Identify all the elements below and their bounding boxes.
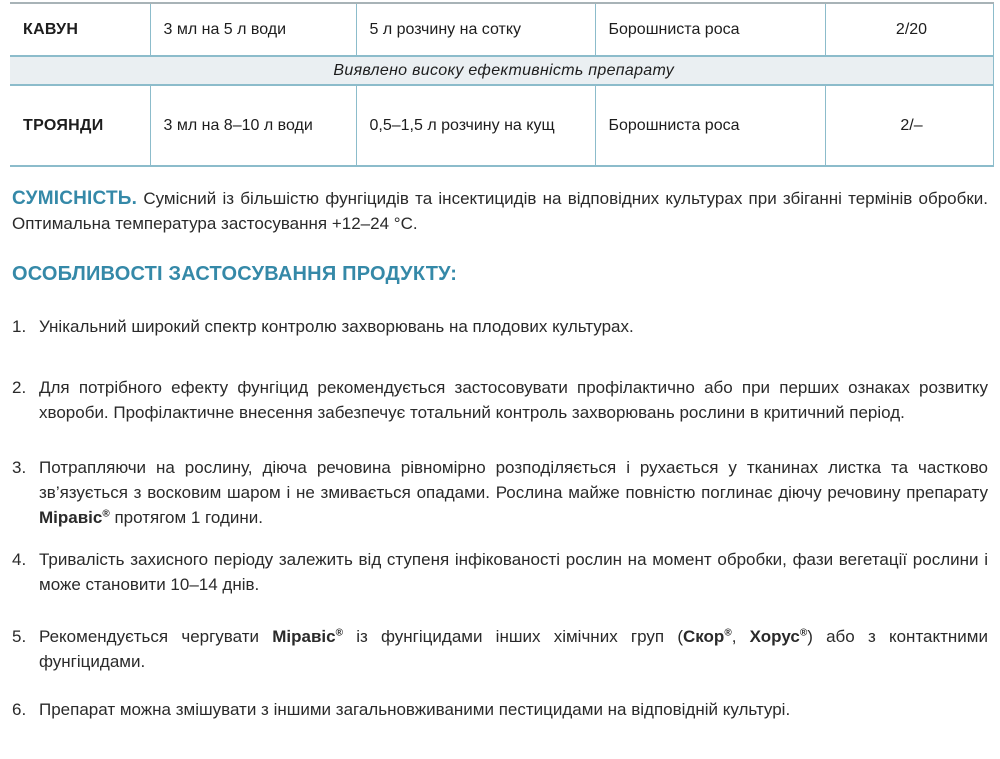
item-number: 6. (12, 700, 27, 719)
item-text: із фунгіцидами інших хімічних груп ( (342, 627, 683, 646)
registered-trademark-symbol: ® (799, 627, 808, 639)
item-text: Тривалість захисного періоду залежить від ступеня інфікованості рослин на момент обробки, фази вегетації рослини і може становити 10–14 днів. (39, 550, 988, 594)
solution-rate-cell: 5 л розчину на сотку (356, 3, 595, 56)
item-text: протягом 1 години. (109, 508, 263, 527)
list-item-3 (12, 455, 988, 530)
table-row-effectiveness-note (10, 56, 993, 85)
brand-name-miravis: Міравіс (272, 627, 336, 646)
effectiveness-note-cell: Виявлено високу ефективність препарату (10, 56, 993, 85)
item-number: 3. (12, 458, 27, 477)
compatibility-text: Сумісний із більшістю фунгіцидів та інсектицидів на відповідних культурах при збіганні термінів обробки. Оптимальна температура застосування +12–24 °С. (12, 189, 988, 233)
features-section-heading: ОСОБЛИВОСТІ ЗАСТОСУВАННЯ ПРОДУКТУ: (12, 263, 458, 285)
product-datasheet-page (0, 2, 1000, 722)
compatibility-heading: СУМІСНІСТЬ. (12, 188, 138, 209)
dosage-cell: 3 мл на 8–10 л води (150, 85, 356, 166)
item-text: Препарат можна змішувати з іншими загальновживаними пестицидами на відповідній культурі. (39, 700, 791, 719)
culture-cell: ТРОЯНДИ (10, 85, 150, 166)
list-item-4 (12, 547, 988, 597)
treatments-count-cell: 2/20 (825, 3, 993, 56)
disease-cell: Борошниста роса (595, 3, 825, 56)
item-text: , (731, 627, 750, 646)
brand-name-khorus: Хорус (749, 627, 800, 646)
list-item-5 (12, 624, 988, 674)
solution-rate-cell: 0,5–1,5 л розчину на кущ (356, 85, 595, 166)
list-item-2 (12, 375, 988, 425)
registered-trademark-symbol: ® (724, 627, 732, 639)
application-table (10, 2, 994, 167)
registered-trademark-symbol: ® (102, 508, 110, 520)
features-list (12, 314, 988, 722)
table-row-kavun (10, 3, 993, 56)
list-item-6 (12, 697, 988, 722)
item-number: 4. (12, 550, 27, 569)
item-text: ) або з контактними фунгіцидами. (39, 627, 988, 671)
dosage-cell: 3 мл на 5 л води (150, 3, 356, 56)
item-text: Для потрібного ефекту фунгіцид рекомендується застосовувати профілактично або при перших ознаках розвитку хвороби. Профілактичне внесення забезпечує тотальний контроль захворювань рослини в критичний період. (39, 378, 988, 422)
compatibility-paragraph (12, 186, 988, 236)
list-item-1 (12, 314, 988, 339)
item-text: Рекомендується чергувати (39, 627, 273, 646)
brand-name-miravis: Міравіс (39, 508, 103, 527)
item-number: 1. (12, 317, 27, 336)
brand-name-skor: Скор (682, 627, 725, 646)
item-number: 5. (12, 627, 27, 646)
treatments-count-cell: 2/– (825, 85, 993, 166)
item-text: Потрапляючи на рослину, діюча речовина рівномірно розподіляється і рухається у тканинах листка та частково зв’язується з восковим шаром і не змивається опадами. Рослина майже повністю поглинає діючу речовину препарату (39, 458, 988, 502)
culture-cell: КАВУН (10, 3, 150, 56)
item-text: Унікальний широкий спектр контролю захворювань на плодових культурах. (39, 317, 634, 336)
registered-trademark-symbol: ® (335, 627, 343, 639)
table-row-troyandy (10, 85, 993, 166)
disease-cell: Борошниста роса (595, 85, 825, 166)
item-number: 2. (12, 378, 27, 397)
